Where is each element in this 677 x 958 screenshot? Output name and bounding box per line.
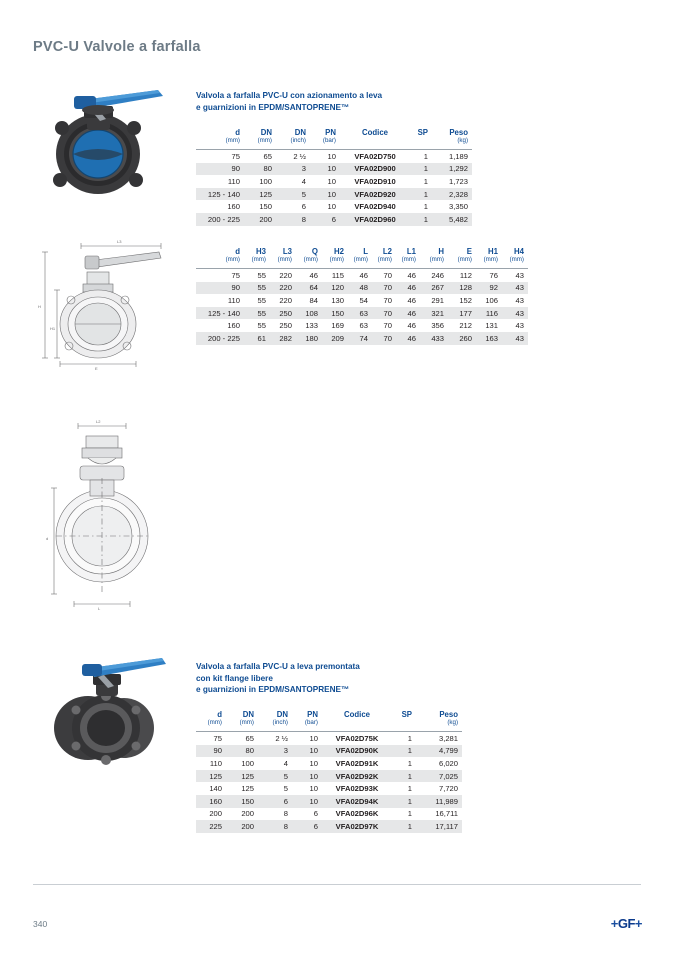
cell-h3: 55 [257,295,266,305]
cell-h3: 55 [244,307,270,320]
cell-l2: 70 [372,307,396,320]
cell-dn-inch: 5 [283,784,288,794]
unit-dn-inch: (inch) [290,137,306,144]
cell-l2: 70 [372,332,396,345]
cell-h: 246 [431,270,444,280]
cell-pn: 6 [292,820,322,833]
cell-h2: 150 [322,307,348,320]
cell-e: 128 [448,282,476,295]
col-h: H [438,247,444,256]
cell-pn: 10 [309,784,318,794]
cell-pn: 10 [310,188,340,201]
cell-pn: 6 [313,809,318,819]
cell-h4: 43 [502,332,528,345]
cell-pn: 10 [327,176,336,186]
cell-l3: 250 [270,307,296,320]
cell-dn-mm: 65 [245,733,254,743]
unit-l3: (mm) [277,256,292,263]
col-dn-mm: DN [242,710,254,719]
cell-h: 267 [420,282,448,295]
cell-l2: 70 [383,321,392,331]
col-d: d [217,710,222,719]
table-row [196,732,462,745]
cell-codice: VFA02D940 [354,202,396,212]
svg-text:d: d [46,536,49,541]
cell-codice: VFA02D750 [354,151,396,161]
cell-h4: 43 [502,307,528,320]
cell-h: 356 [431,321,444,331]
cell-d: 110 [227,176,240,186]
cell-peso: 4,799 [416,745,462,758]
cell-dn-inch: 6 [258,795,292,808]
page-number: 340 [33,919,48,929]
cell-pn: 10 [309,758,318,768]
cell-codice: VFA02D960 [340,213,410,226]
cell-dn-mm: 80 [244,163,276,176]
cell-l1: 46 [407,270,416,280]
table-row [196,808,462,821]
cell-codice: VFA02D94K [322,795,392,808]
unit-dn-mm: (mm) [239,719,254,726]
table-units-row [196,256,528,269]
cell-pn: 10 [292,795,322,808]
col-d: d [235,128,240,137]
cell-codice: VFA02D90K [322,745,392,758]
cell-dn-inch: 3 [276,163,310,176]
cell-d: 140 [209,784,222,794]
col-d: d [235,247,240,256]
cell-l: 74 [348,332,372,345]
cell-l1: 46 [407,295,416,305]
table-block1-codes [196,126,472,226]
unit-l: (mm) [353,256,368,263]
cell-h: 433 [420,332,448,345]
cell-dn-inch: 4 [283,758,288,768]
table-row [196,820,462,833]
col-pn: PN [325,128,336,137]
col-pn: PN [307,710,318,719]
cell-d: 125 [196,770,226,783]
cell-pn: 10 [310,163,340,176]
unit-h3: (mm) [251,256,266,263]
col-peso: Peso [439,710,458,719]
cell-h1: 116 [476,307,502,320]
col-peso: Peso [449,128,468,137]
cell-sp: 1 [423,202,428,212]
cell-peso: 3,281 [438,733,458,743]
cell-l1: 46 [396,332,420,345]
cell-d: 110 [209,758,222,768]
cell-h3: 55 [257,270,266,280]
cell-codice: VFA02D900 [340,163,410,176]
col-sp: SP [417,128,428,137]
cell-pn: 10 [292,745,322,758]
cell-d: 75 [231,151,240,161]
cell-d: 160 [227,321,240,331]
cell-l2: 70 [383,270,392,280]
cell-e: 152 [459,295,472,305]
cell-d: 160 [196,795,226,808]
unit-dn-mm: (mm) [257,137,272,144]
cell-sp: 1 [392,745,416,758]
cell-h: 321 [420,307,448,320]
table-block1-dimensions [196,245,528,345]
unit-sp [410,137,432,150]
butterfly-valve-flange-kit-photo [36,650,176,770]
cell-d: 75 [231,270,240,280]
cell-l3: 220 [270,282,296,295]
col-sp: SP [401,710,412,719]
cell-l3: 250 [279,321,292,331]
unit-h: (mm) [429,256,444,263]
footer-divider [33,884,641,885]
gf-logo-text: GF [617,916,635,931]
cell-pn: 10 [327,202,336,212]
cell-d: 90 [196,163,244,176]
cell-codice: VFA02D92K [322,770,392,783]
cell-dn-mm: 80 [226,745,258,758]
cell-q: 180 [296,332,322,345]
cell-codice: VFA02D75K [335,733,379,743]
block2-heading-line1: Valvola a farfalla PVC-U a leva premontata [196,662,360,671]
unit-codice [322,719,392,732]
cell-dn-mm: 125 [244,188,276,201]
butterfly-valve-lever-photo [30,76,175,206]
cell-l2: 70 [372,282,396,295]
cell-q: 46 [309,270,318,280]
unit-dn-inch: (inch) [272,719,288,726]
cell-codice: VFA02D91K [335,758,379,768]
cell-d: 160 [227,202,240,212]
svg-text:H1: H1 [50,326,56,331]
unit-peso: (kg) [457,137,468,144]
col-h4: H4 [514,247,524,256]
unit-peso: (kg) [447,719,458,726]
cell-dn-mm: 100 [241,758,254,768]
cell-sp: 1 [410,188,432,201]
gf-logo [611,916,642,931]
cell-l: 63 [348,307,372,320]
cell-dn-mm: 150 [226,795,258,808]
cell-h1: 106 [485,295,498,305]
cell-l3: 220 [279,295,292,305]
col-h1: H1 [488,247,498,256]
cell-l: 54 [359,295,368,305]
gf-logo-plus-right: + [634,916,642,931]
col-h2: H2 [334,247,344,256]
cell-h4: 43 [515,295,524,305]
col-q: Q [311,247,318,256]
cell-h3: 55 [244,282,270,295]
table-row [196,294,528,307]
cell-sp: 1 [392,770,416,783]
table-units-row [196,719,462,732]
cell-sp: 1 [423,176,428,186]
cell-q: 108 [296,307,322,320]
col-dn-inch: DN [276,710,288,719]
unit-d: (mm) [225,137,240,144]
cell-peso: 5,482 [432,213,472,226]
cell-sp: 1 [407,758,412,768]
cell-peso: 2,328 [432,188,472,201]
cell-dn-mm: 200 [241,809,254,819]
cell-pn: 10 [292,770,322,783]
table-row [196,319,528,332]
cell-h3: 55 [257,321,266,331]
block2-heading-line2: con kit flange libere [196,673,273,683]
table-header-row [196,708,462,719]
svg-text:L2: L2 [96,419,101,424]
cell-l2: 70 [383,295,392,305]
col-e: E [466,247,472,256]
col-codice: Codice [344,710,370,719]
cell-pn: 10 [309,733,318,743]
cell-sp: 1 [392,795,416,808]
cell-codice: VFA02D93K [335,784,379,794]
table-units-row [196,137,472,150]
table-row [196,282,528,295]
table-row [196,188,472,201]
unit-q: (mm) [303,256,318,263]
cell-peso: 17,117 [416,820,462,833]
page-title: PVC-U Valvole a farfalla [33,39,201,55]
table-row [196,269,528,282]
cell-dn-mm: 200 [226,820,258,833]
cell-dn-inch: 5 [258,770,292,783]
cell-dn-mm: 100 [259,176,272,186]
cell-l: 48 [348,282,372,295]
table-header-row [196,126,472,137]
cell-l: 63 [359,321,368,331]
cell-d: 75 [213,733,222,743]
svg-text:E: E [95,366,98,371]
cell-sp: 1 [392,820,416,833]
unit-codice [340,137,410,150]
svg-text:L: L [98,606,101,611]
unit-h2: (mm) [329,256,344,263]
cell-h1: 92 [476,282,502,295]
table-row [196,757,462,770]
cell-l3: 282 [270,332,296,345]
cell-codice: VFA02D920 [340,188,410,201]
col-l: L [363,247,368,256]
cell-h4: 43 [502,282,528,295]
cell-e: 260 [448,332,476,345]
block2-heading [196,661,496,696]
cell-pn: 10 [327,151,336,161]
cell-dn-inch: 8 [258,820,292,833]
cell-h1: 76 [489,270,498,280]
cell-q: 64 [296,282,322,295]
unit-pn: (bar) [322,137,336,144]
cell-dn-inch: 2 ½ [275,733,288,743]
cell-dn-mm: 65 [263,151,272,161]
cell-dn-mm: 200 [244,213,276,226]
cell-d: 200 - 225 [196,213,244,226]
cell-peso: 7,025 [416,770,462,783]
table-block2-codes [196,708,462,833]
table-row [196,795,462,808]
cell-dn-inch: 4 [301,176,306,186]
cell-l1: 46 [396,307,420,320]
unit-h1: (mm) [483,256,498,263]
cell-dn-inch: 5 [276,188,310,201]
cell-l1: 46 [407,321,416,331]
cell-d: 125 - 140 [196,307,244,320]
cell-l1: 46 [396,282,420,295]
cell-codice: VFA02D910 [354,176,396,186]
cell-dn-inch: 8 [283,809,288,819]
table-row [196,150,472,163]
cell-dn-inch: 8 [276,213,310,226]
cell-pn: 6 [310,213,340,226]
cell-dn-inch: 2 ½ [293,151,306,161]
cell-d: 225 [196,820,226,833]
col-dn-inch: DN [294,128,306,137]
block1-heading-line1: Valvola a farfalla PVC-U con azionamento a leva [196,91,383,100]
block1-heading [196,90,496,113]
cell-sp: 1 [423,151,428,161]
cell-sp: 1 [407,809,412,819]
cell-dn-inch: 6 [301,202,306,212]
cell-h2: 115 [331,270,344,280]
cell-h4: 43 [515,270,524,280]
table-row [196,200,472,213]
unit-pn: (bar) [304,719,318,726]
unit-d: (mm) [225,256,240,263]
table-row [196,213,472,226]
block2-heading-line3: e guarnizioni in EPDM/SANTOPRENE™ [196,685,350,695]
cell-h3: 61 [244,332,270,345]
cell-sp: 1 [407,784,412,794]
gf-logo-plus-left: + [610,916,618,931]
table-row [196,332,528,345]
butterfly-valve-dimension-drawing-front [40,418,180,613]
unit-d: (mm) [207,719,222,726]
butterfly-valve-dimension-drawing-side [33,238,183,371]
cell-h4: 43 [515,321,524,331]
col-l2: L2 [382,247,392,256]
cell-l3: 220 [279,270,292,280]
cell-h2: 209 [322,332,348,345]
cell-dn-inch: 3 [258,745,292,758]
svg-text:H: H [38,304,41,309]
cell-sp: 1 [407,733,412,743]
cell-sp: 1 [410,163,432,176]
cell-dn-mm: 125 [241,784,254,794]
unit-h4: (mm) [509,256,524,263]
cell-peso: 1,189 [448,151,468,161]
unit-l1: (mm) [401,256,416,263]
col-l3: L3 [282,247,292,256]
cell-h1: 163 [476,332,502,345]
table-row [196,745,462,758]
table-row [196,163,472,176]
block1-heading-line2: e guarnizioni in EPDM/SANTOPRENE™ [196,102,350,112]
cell-e: 212 [459,321,472,331]
cell-d: 200 [209,809,222,819]
cell-h2: 120 [322,282,348,295]
cell-peso: 16,711 [435,809,458,819]
unit-e: (mm) [457,256,472,263]
cell-peso: 1,723 [448,176,468,186]
unit-sp [392,719,416,732]
cell-d: 125 - 140 [196,188,244,201]
cell-l: 46 [359,270,368,280]
cell-codice: VFA02D97K [322,820,392,833]
cell-peso: 3,350 [448,202,468,212]
col-dn-mm: DN [260,128,272,137]
cell-d: 110 [227,295,240,305]
table-row [196,782,462,795]
cell-h1: 131 [485,321,498,331]
cell-q: 133 [305,321,318,331]
svg-text:L3: L3 [117,239,122,244]
table-row [196,175,472,188]
cell-peso: 7,720 [438,784,458,794]
col-codice: Codice [362,128,388,137]
cell-peso: 6,020 [438,758,458,768]
cell-peso: 11,989 [416,795,462,808]
cell-codice: VFA02D96K [335,809,379,819]
cell-peso: 1,292 [432,163,472,176]
cell-h2: 130 [331,295,344,305]
col-l1: L1 [406,247,416,256]
cell-q: 84 [309,295,318,305]
cell-d: 90 [196,745,226,758]
cell-h: 291 [431,295,444,305]
cell-e: 177 [448,307,476,320]
cell-e: 112 [459,270,472,280]
table-header-row [196,245,528,256]
cell-d: 200 - 225 [196,332,244,345]
cell-d: 90 [196,282,244,295]
table-row [196,770,462,783]
col-h3: H3 [256,247,266,256]
cell-dn-mm: 150 [259,202,272,212]
cell-dn-mm: 125 [226,770,258,783]
table-row [196,307,528,320]
cell-h2: 169 [331,321,344,331]
cell-sp: 1 [410,213,432,226]
unit-l2: (mm) [377,256,392,263]
